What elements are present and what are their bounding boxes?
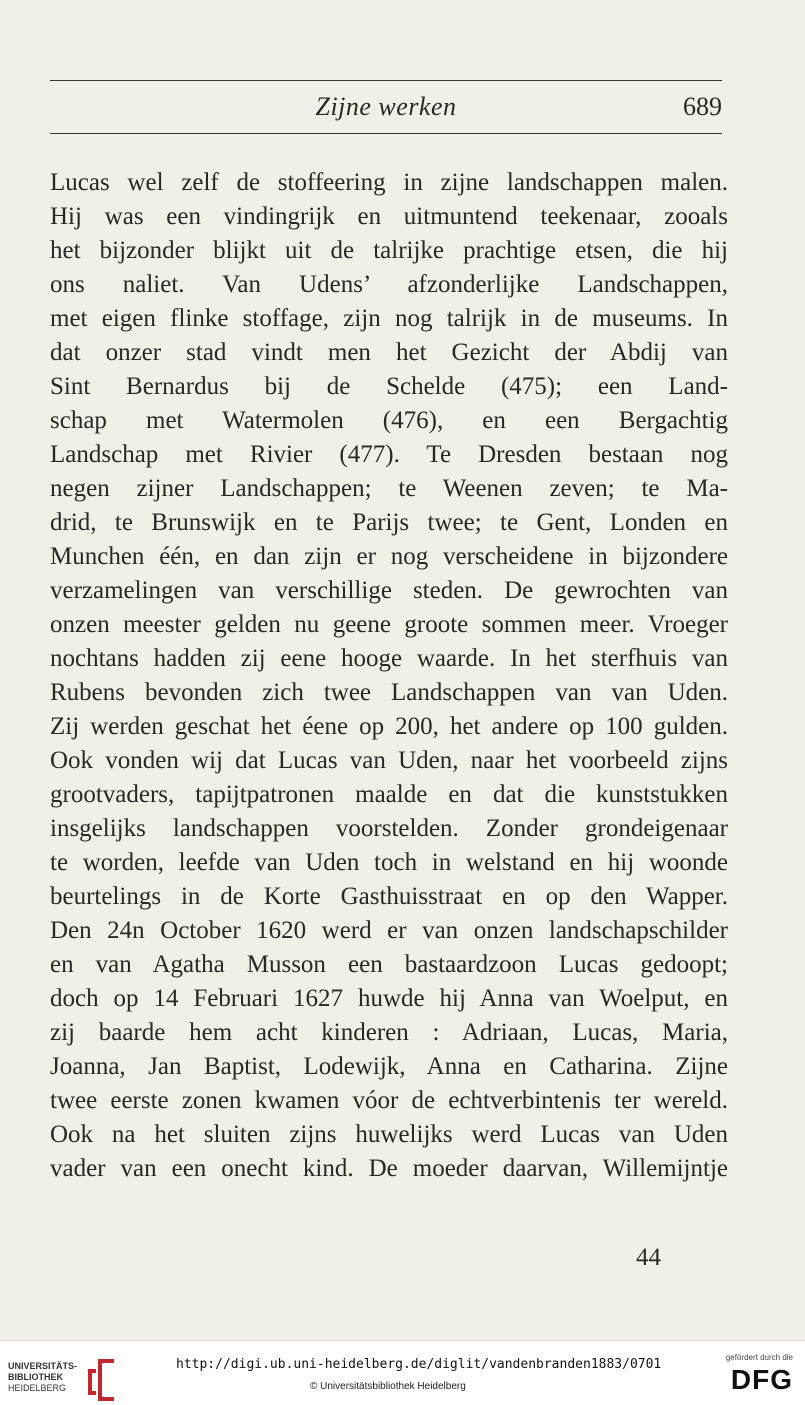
header-rule-bottom <box>50 133 722 134</box>
funding-label: gefördert durch die <box>725 1353 793 1362</box>
text-line: negen zijner Landschappen; te Weenen zeven; te Ma- <box>50 475 728 502</box>
text-line: Sint Bernardus bij de Schelde (475); een Land- <box>50 373 728 400</box>
library-logo[interactable] <box>8 1361 118 1401</box>
text-line: en van Agatha Musson een bastaardzoon Lucas gedoopt; <box>50 951 728 978</box>
text-line: Hij was een vindingrijk en uitmuntend teekenaar, zooals <box>50 203 728 230</box>
text-line: onzen meester gelden nu geene groote sommen meer. Vroeger <box>50 611 728 638</box>
text-line: Ook na het sluiten zijns huwelijks werd Lucas van Uden <box>50 1121 728 1148</box>
text-line: Lucas wel zelf de stoffeering in zijne landschappen malen. <box>50 169 728 196</box>
text-line: dat onzer stad vindt men het Gezicht der Abdij van <box>50 339 728 366</box>
text-line: ons naliet. Van Udens’ afzonderlijke Landschappen, <box>50 271 728 298</box>
dfg-logo-text: DFG <box>730 1364 793 1395</box>
text-line: te worden, leefde van Uden toch in welstand en hij woonde <box>50 849 728 876</box>
text-line: zij baarde hem acht kinderen : Adriaan, Lucas, Maria, <box>50 1019 728 1046</box>
text-line: beurtelings in de Korte Gasthuisstraat en op den Wapper. <box>50 883 728 910</box>
text-line: Landschap met Rivier (477). Te Dresden bestaan nog <box>50 441 728 468</box>
footer-bar <box>0 1340 805 1405</box>
text-line: Den 24n October 1620 werd er van onzen landschapschilder <box>50 917 728 944</box>
text-line: schap met Watermolen (476), en een Bergachtig <box>50 407 728 434</box>
text-line: insgelijks landschappen voorstelden. Zonder grondeigenaar <box>50 815 728 842</box>
header-rule-top <box>50 80 722 81</box>
library-name <box>8 1361 77 1394</box>
text-line: Zij werden geschat het éene op 200, het andere op 100 gulden. <box>50 713 728 740</box>
text-line: nochtans hadden zij eene hooge waarde. In het sterfhuis van <box>50 645 728 672</box>
signature-mark: 44 <box>636 1244 661 1271</box>
dfg-logo[interactable] <box>715 1353 793 1401</box>
text-line: Ook vonden wij dat Lucas van Uden, naar het voorbeeld zijns <box>50 747 728 774</box>
text-line: Rubens bevonden zich twee Landschappen van van Uden. <box>50 679 728 706</box>
page-number: 689 <box>683 92 722 121</box>
library-name-line2: BIBLIOTHEK <box>8 1372 63 1382</box>
source-url-link[interactable]: http://digi.ub.uni-heidelberg.de/diglit/vandenbranden1883/0701 <box>176 1357 662 1372</box>
text-line: doch op 14 Februari 1627 huwde hij Anna van Woelput, en <box>50 985 728 1012</box>
text-line: Joanna, Jan Baptist, Lodewijk, Anna en Catharina. Zijne <box>50 1053 728 1080</box>
copyright-text: © Universitätsbibliothek Heidelberg <box>310 1381 466 1392</box>
text-line: verzamelingen van verschillige steden. De gewrochten van <box>50 577 728 604</box>
text-line: twee eerste zonen kwamen vóor de echtverbintenis ter wereld. <box>50 1087 728 1114</box>
text-line: met eigen flinke stoffage, zijn nog talrijk in de museums. In <box>50 305 728 332</box>
body-text <box>50 166 728 1186</box>
library-name-line3: HEIDELBERG <box>8 1383 67 1393</box>
library-logo-icon <box>84 1355 118 1401</box>
text-line: drid, te Brunswijk en te Parijs twee; te Gent, Londen en <box>50 509 728 536</box>
running-title: Zijne werken <box>315 92 457 121</box>
text-line: het bijzonder blijkt uit de talrijke prachtige etsen, die hij <box>50 237 728 264</box>
text-line: grootvaders, tapijtpatronen maalde en dat die kunststukken <box>50 781 728 808</box>
text-line: Munchen één, en dan zijn er nog verscheidene in bijzondere <box>50 543 728 570</box>
text-line: vader van een onecht kind. De moeder daarvan, Willemijntje <box>50 1155 728 1182</box>
library-name-line1: UNIVERSITÄTS- <box>8 1361 78 1371</box>
running-head <box>50 92 722 128</box>
